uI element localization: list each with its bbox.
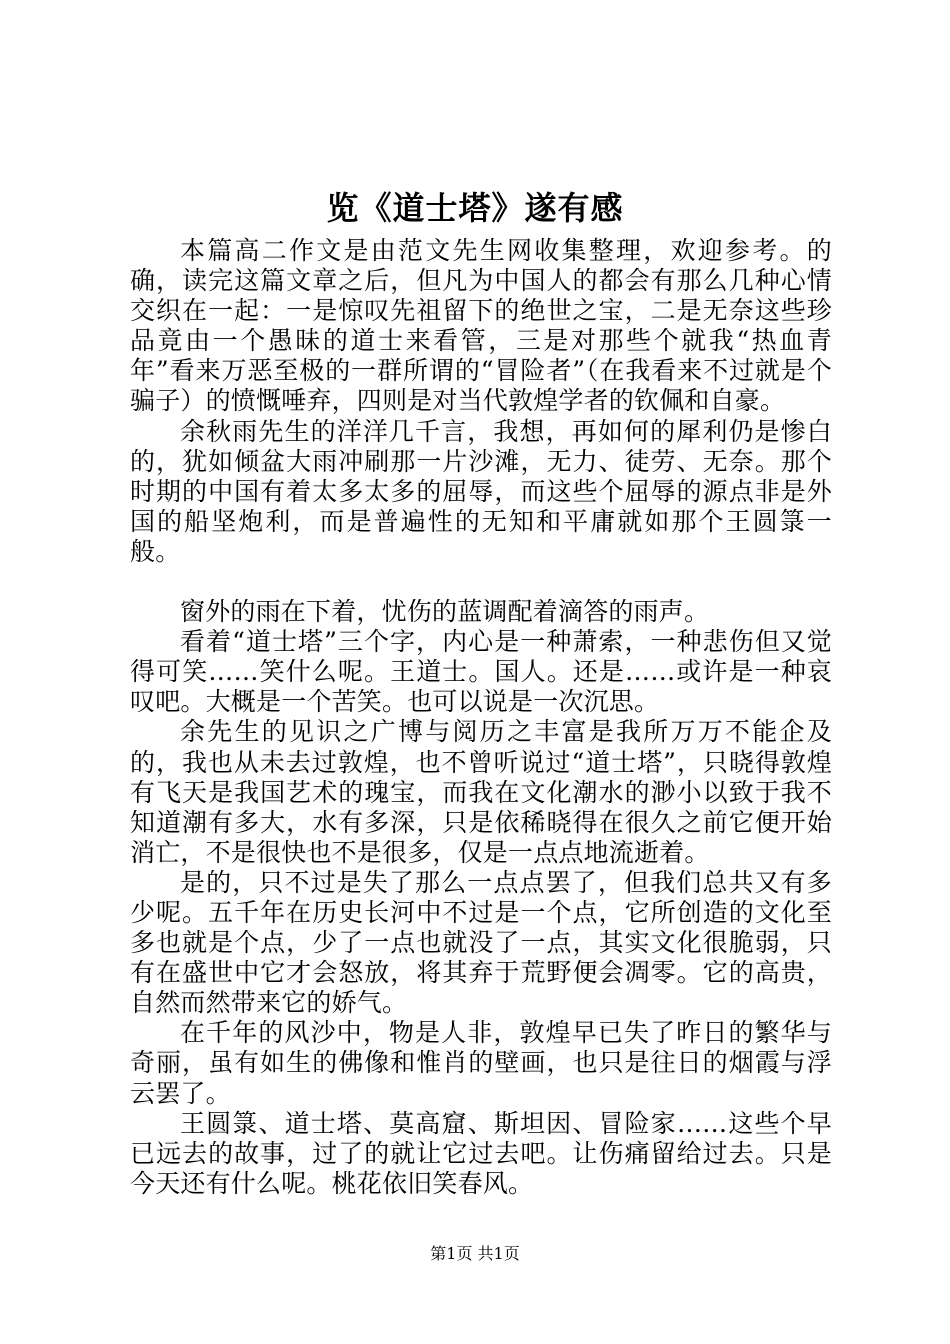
paragraph: 是的，只不过是失了那么一点点罢了，但我们总共又有多少呢。五千年在历史长河中不过是一个点，它所创造的文化至多也就是个点，少了一点也就没了一点，其实文化很脆弱，只有在盛世中它才会怒放，将其弃于荒野便会凋零。它的高贵，自然而然带来它的娇气。 [130,867,832,1018]
page-title: 览《道士塔》遂有感 [326,189,624,227]
page-footer: 第1页 共1页 [430,1244,520,1263]
paragraph: 余秋雨先生的洋洋几千言，我想，再如何的犀利仍是惨白的，犹如倾盆大雨冲刷那一片沙滩，无力、徒劳、无奈。那个时期的中国有着太多太多的屈辱，而这些个屈辱的源点非是外国的船坚炮利，而是普遍性的无知和平庸就如那个王圆箓一般。 [130,416,832,566]
paragraph: 窗外的雨在下着，忧伤的蓝调配着滴答的雨声。 [180,597,710,627]
paragraph: 看着“道士塔”三个字，内心是一种萧索，一种悲伤但又觉得可笑……笑什么呢。王道士。国人。还是……或许是一种哀叹吧。大概是一个苦笑。也可以说是一次沉思。 [130,627,832,717]
paragraph: 在千年的风沙中，物是人非，敦煌早已失了昨日的繁华与奇丽，虽有如生的佛像和惟肖的壁画，也只是往日的烟霞与浮云罢了。 [130,1018,832,1108]
paragraph-spacer [130,567,832,597]
paragraph: 余先生的见识之广博与阅历之丰富是我所万万不能企及的，我也从未去过敦煌，也不曾听说过“道士塔”，只晓得敦煌有飞天是我国艺术的瑰宝，而我在文化潮水的渺小以致于我不知道潮有多大，水有多深，只是依稀晓得在很久之前它便开始消亡，不是很快也不是很多，仅是一点点地流逝着。 [130,717,832,867]
paragraph: 本篇高二作文是由范文先生网收集整理，欢迎参考。的确，读完这篇文章之后，但凡为中国人的都会有那么几种心情交织在一起：一是惊叹先祖留下的绝世之宝，二是无奈这些珍品竟由一个愚昧的道士来看管，三是对那些个就我“热血青年”看来万恶至极的一群所谓的“冒险者”（在我看来不过就是个骗子）的愤慨唾弃，四则是对当代敦煌学者的钦佩和自豪。 [130,236,832,416]
document-body [130,236,832,1199]
paragraph: 王圆箓、道士塔、莫高窟、斯坦因、冒险家……这些个早已远去的故事，过了的就让它过去吧。让伤痛留给过去。只是今天还有什么呢。桃花依旧笑春风。 [130,1108,832,1198]
